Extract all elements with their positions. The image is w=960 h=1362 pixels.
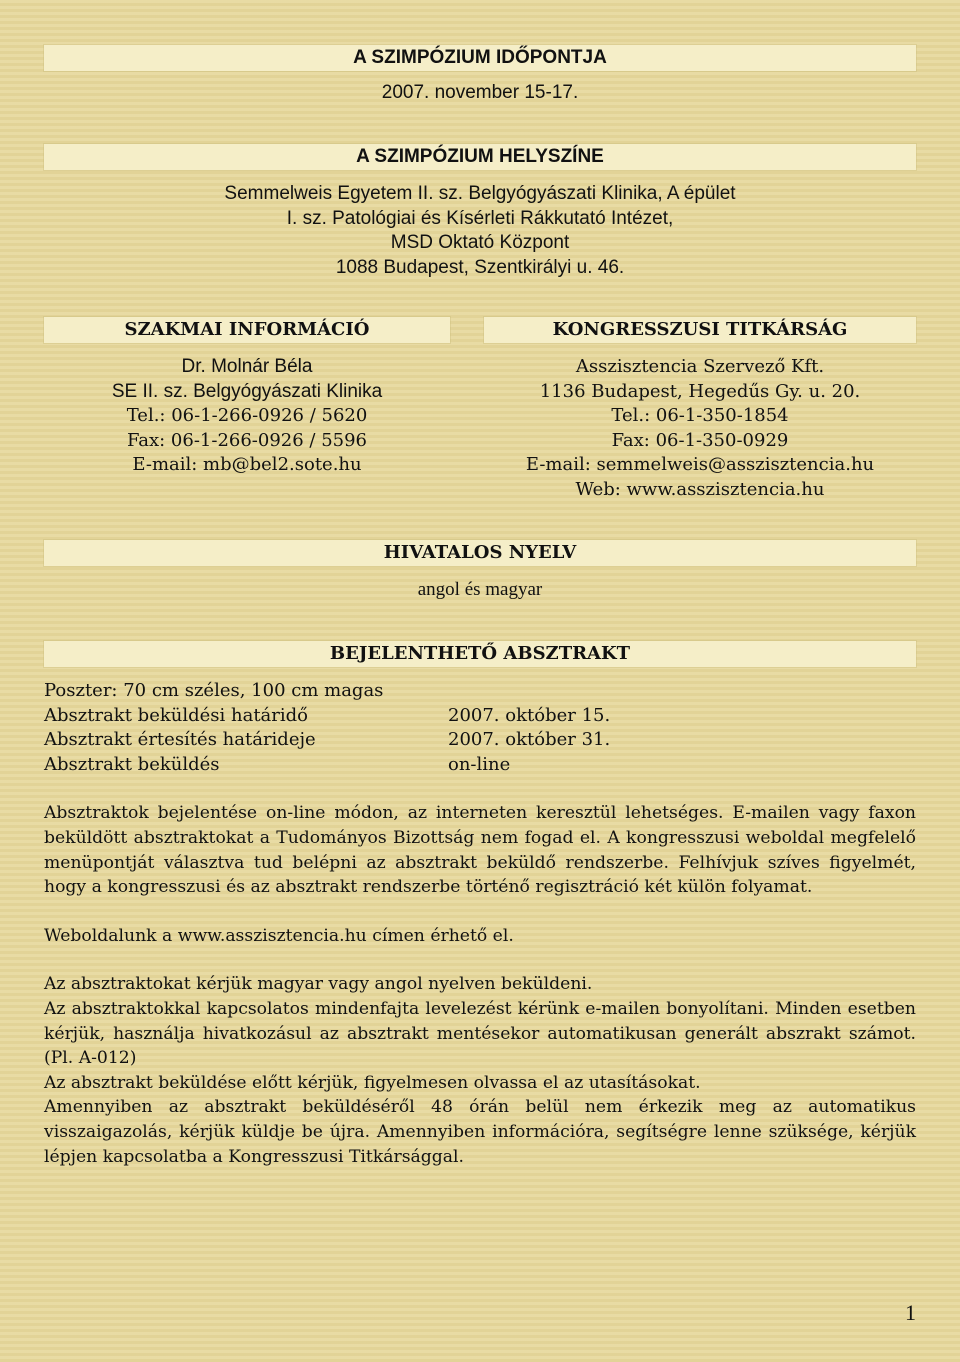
secretariat-line: Web: www.asszisztencia.hu (575, 478, 825, 500)
document-page (44, 0, 916, 1362)
secretariat-line: Asszisztencia Szervező Kft. (575, 356, 825, 377)
contact-tel: Tel.: 06-1-266-0926 / 5620 (126, 405, 368, 426)
abstract-section (44, 641, 916, 1169)
abstract-row-value: on-line (448, 753, 511, 775)
abstract-heading: BEJELENTHETŐ ABSZTRAKT (44, 641, 916, 667)
secretariat-lines (484, 355, 916, 503)
date-value: 2007. november 15-17. (381, 82, 579, 103)
abstract-row-label: Absztrakt beküldési határidő (44, 704, 309, 726)
secretariat-section (484, 317, 916, 503)
date-heading: A SZIMPÓZIUM IDŐPONTJA (44, 45, 916, 71)
abstract-info (44, 679, 916, 777)
contact-institution: SE II. sz. Belgyógyászati Klinika (111, 380, 383, 402)
language-heading: HIVATALOS NYELV (44, 540, 916, 566)
instruction-line: Amennyiben az absztrakt beküldéséről 48 órán belül nem érkezik meg az automatikus visszaigazolás, kérjük küldje be újra. Amennyiben információra, segítségre lenne szüksége, kérjük lépjen kapcsolatba a Kongresszusi Titkársággal. (44, 1097, 916, 1167)
venue-line: 1088 Budapest, Szentkirályi u. 46. (335, 256, 625, 278)
secretariat-heading: KONGRESSZUSI TITKÁRSÁG (484, 317, 916, 343)
abstract-row-value: 2007. október 31. (448, 729, 611, 751)
secretariat-line: Tel.: 06-1-350-1854 (611, 405, 789, 427)
contact-name: Dr. Molnár Béla (181, 356, 313, 377)
instruction-line: Az absztrakt beküldése előtt kérjük, figyelmesen olvassa el az utasításokat. (44, 1072, 701, 1093)
venue-lines (44, 182, 916, 280)
venue-line: I. sz. Patológiai és Kísérleti Rákkutató Intézet, (286, 207, 674, 229)
abstract-row-label: Absztrakt beküldés (44, 753, 220, 775)
poster-size: Poszter: 70 cm széles, 100 cm magas (44, 680, 384, 701)
instruction-line: Az absztraktokat kérjük magyar vagy angol nyelven beküldeni. (44, 974, 593, 995)
page-number: 1 (905, 1300, 916, 1325)
venue-line: Semmelweis Egyetem II. sz. Belgyógyászati Klinika, A épület (224, 183, 736, 204)
contact-fax: Fax: 06-1-266-0926 / 5596 (126, 429, 368, 451)
instruction-line: Az absztraktokkal kapcsolatos mindenfajta levelezést kérünk e-mailen bonyolítani. Minden esetben kérjük, használja hivatkozásul az absztrakt mentésekor automatikusan generált abszrakt számot. (Pl. A-012) (44, 998, 916, 1069)
abstract-row (44, 753, 916, 778)
abstract-row-label: Absztrakt értesítés határideje (44, 729, 316, 751)
venue-heading: A SZIMPÓZIUM HELYSZÍNE (44, 144, 916, 170)
language-section (44, 540, 916, 602)
abstract-row (44, 704, 916, 729)
abstract-paragraph-online: Absztraktok bejelentése on-line módon, az interneten keresztül lehetséges. E-mailen vagy faxon beküldött absztraktokat a Tudományos Bizottság nem fogad el. A kongresszusi weboldal megfelelő menüpontját választva tud belépni az absztrakt beküldő rendszerbe. Felhívjuk szíves figyelmét, hogy a kongresszusi és az absztrakt rendszerbe történő regisztráció két külön folyamat. (44, 803, 916, 898)
date-section (44, 45, 916, 106)
language-value: angol és magyar (417, 579, 543, 600)
secretariat-line: Fax: 06-1-350-0929 (611, 429, 789, 451)
abstract-instructions (44, 972, 916, 1169)
secretariat-line: 1136 Budapest, Hegedűs Gy. u. 20. (539, 380, 861, 402)
contact-email: E-mail: mb@bel2.sote.hu (132, 454, 362, 476)
abstract-row-value: 2007. október 15. (448, 704, 611, 726)
abstract-row (44, 728, 916, 753)
venue-section (44, 144, 916, 280)
scientific-info-section (44, 317, 450, 478)
venue-line: MSD Oktató Központ (390, 232, 570, 253)
secretariat-line: E-mail: semmelweis@asszisztencia.hu (525, 454, 875, 476)
scientific-info-lines (44, 355, 450, 478)
scientific-info-heading: SZAKMAI INFORMÁCIÓ (44, 317, 450, 343)
abstract-paragraph-website: Weboldalunk a www.asszisztencia.hu címen érhető el. (44, 925, 514, 946)
